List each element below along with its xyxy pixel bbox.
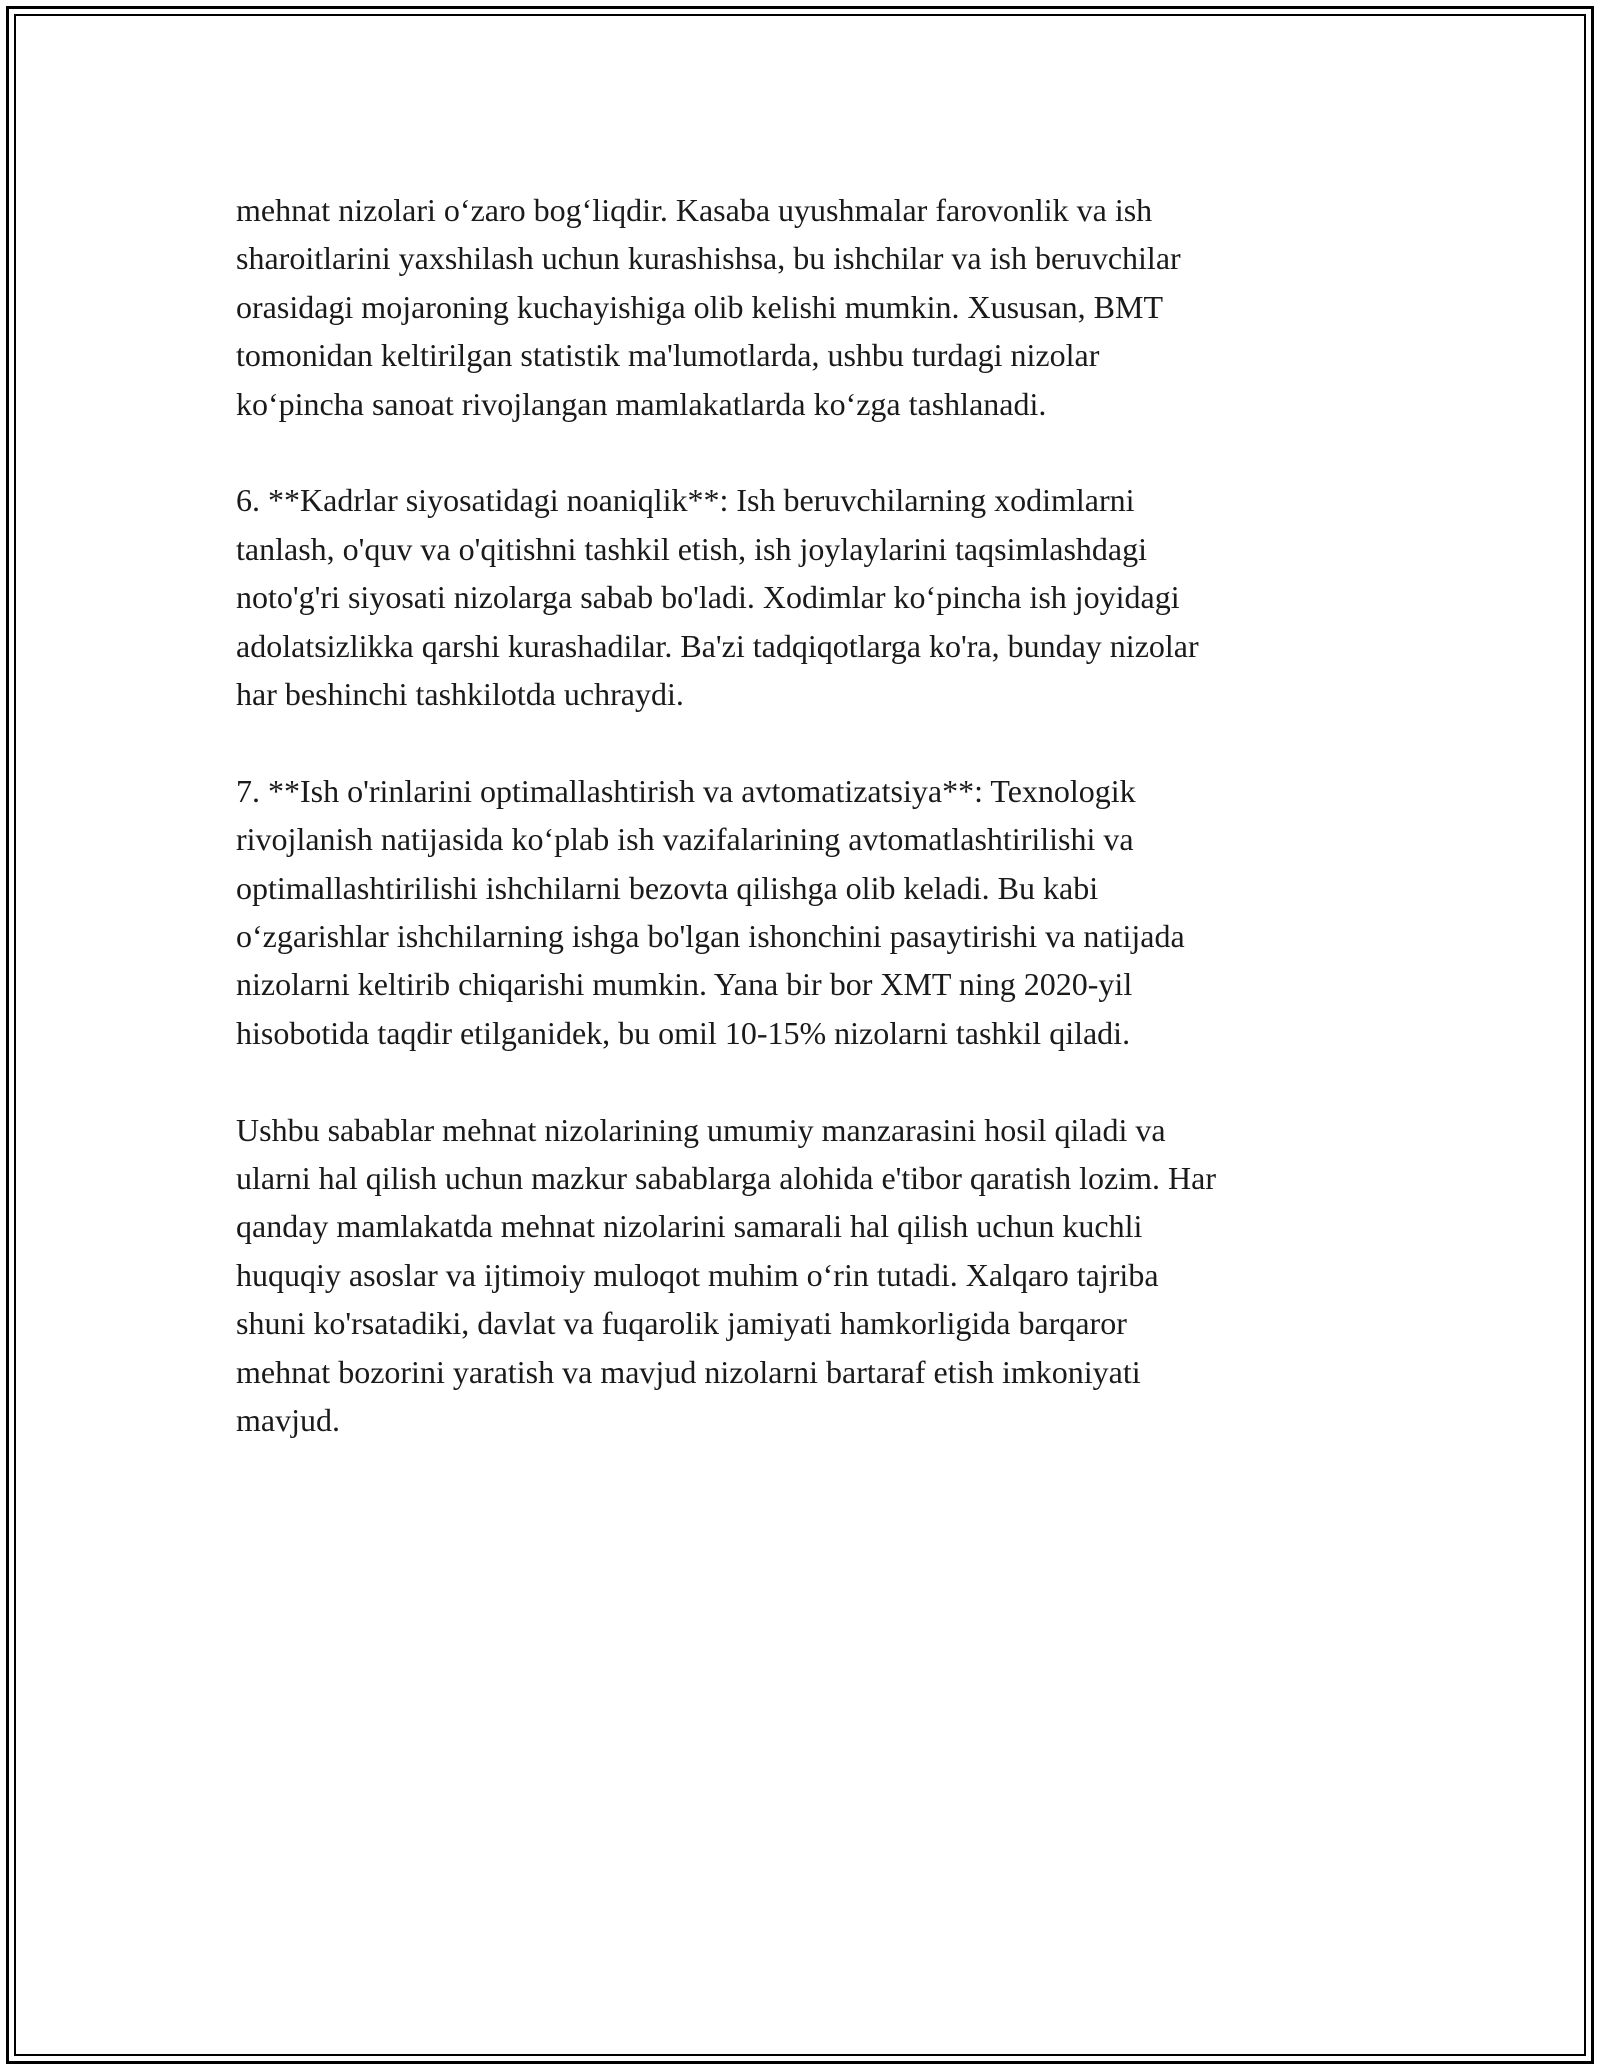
- text-line: ko‘pincha sanoat rivojlangan mamlakatlarda ko‘zga tashlanadi.: [236, 385, 1047, 422]
- text-line: 6. **Kadrlar siyosatidagi noaniqlik**: Ish beruvchilarning xodimlarni: [236, 482, 1135, 519]
- paragraph-continuation: [236, 186, 1386, 428]
- text-line: rivojlanish natijasida ko‘plab ish vazifalarining avtomatlashtirilishi va: [236, 821, 1134, 858]
- text-line: sharoitlarini yaxshilash uchun kurashishsa, bu ishchilar va ish beruvchilar: [236, 240, 1181, 277]
- paragraph-item-6: [236, 476, 1386, 718]
- text-line: Ushbu sabablar mehnat nizolarining umumiy manzarasini hosil qiladi va: [236, 1111, 1166, 1148]
- text-line: mehnat bozorini yaratish va mavjud nizolarni bartaraf etish imkoniyati: [236, 1353, 1141, 1390]
- text-line: mavjud.: [236, 1402, 340, 1439]
- text-line: ularni hal qilish uchun mazkur sabablarga alohida e'tibor qaratish lozim. Har: [236, 1160, 1216, 1197]
- text-line: orasidagi mojaroning kuchayishiga olib kelishi mumkin. Xususan, BMT: [236, 288, 1164, 325]
- text-line: noto'g'ri siyosati nizolarga sabab bo'ladi. Xodimlar ko‘pincha ish joyidagi: [236, 579, 1180, 616]
- text-line: qanday mamlakatda mehnat nizolarini samarali hal qilish uchun kuchli: [236, 1208, 1143, 1245]
- text-line: tanlash, o'quv va o'qitishni tashkil etish, ish joylaylarini taqsimlashdagi: [236, 530, 1147, 567]
- text-line: hisobotida taqdir etilganidek, bu omil 10-15% nizolarni tashkil qiladi.: [236, 1014, 1131, 1051]
- text-line: o‘zgarishlar ishchilarning ishga bo'lgan ishonchini pasaytirishi va natijada: [236, 918, 1185, 955]
- paragraph-conclusion: [236, 1106, 1386, 1445]
- text-line: adolatsizlikka qarshi kurashadilar. Ba'zi tadqiqotlarga ko'ra, bunday nizolar: [236, 627, 1199, 664]
- paragraph-item-7: [236, 767, 1386, 1057]
- text-line: huquqiy asoslar va ijtimoiy muloqot muhim o‘rin tutadi. Xalqaro tajriba: [236, 1256, 1159, 1293]
- text-line: nizolarni keltirib chiqarishi mumkin. Yana bir bor XMT ning 2020-yil: [236, 966, 1133, 1003]
- document-body: [236, 186, 1386, 1493]
- text-line: mehnat nizolari o‘zaro bog‘liqdir. Kasaba uyushmalar farovonlik va ish: [236, 192, 1153, 228]
- text-line: optimallashtirilishi ishchilarni bezovta qilishga olib keladi. Bu kabi: [236, 869, 1099, 906]
- text-line: har beshinchi tashkilotda uchraydi.: [236, 676, 684, 713]
- text-line: 7. **Ish o'rinlarini optimallashtirish va avtomatizatsiya**: Texnologik: [236, 772, 1136, 809]
- text-line: shuni ko'rsatadiki, davlat va fuqarolik jamiyati hamkorligida barqaror: [236, 1305, 1127, 1342]
- text-line: tomonidan keltirilgan statistik ma'lumotlarda, ushbu turdagi nizolar: [236, 337, 1100, 374]
